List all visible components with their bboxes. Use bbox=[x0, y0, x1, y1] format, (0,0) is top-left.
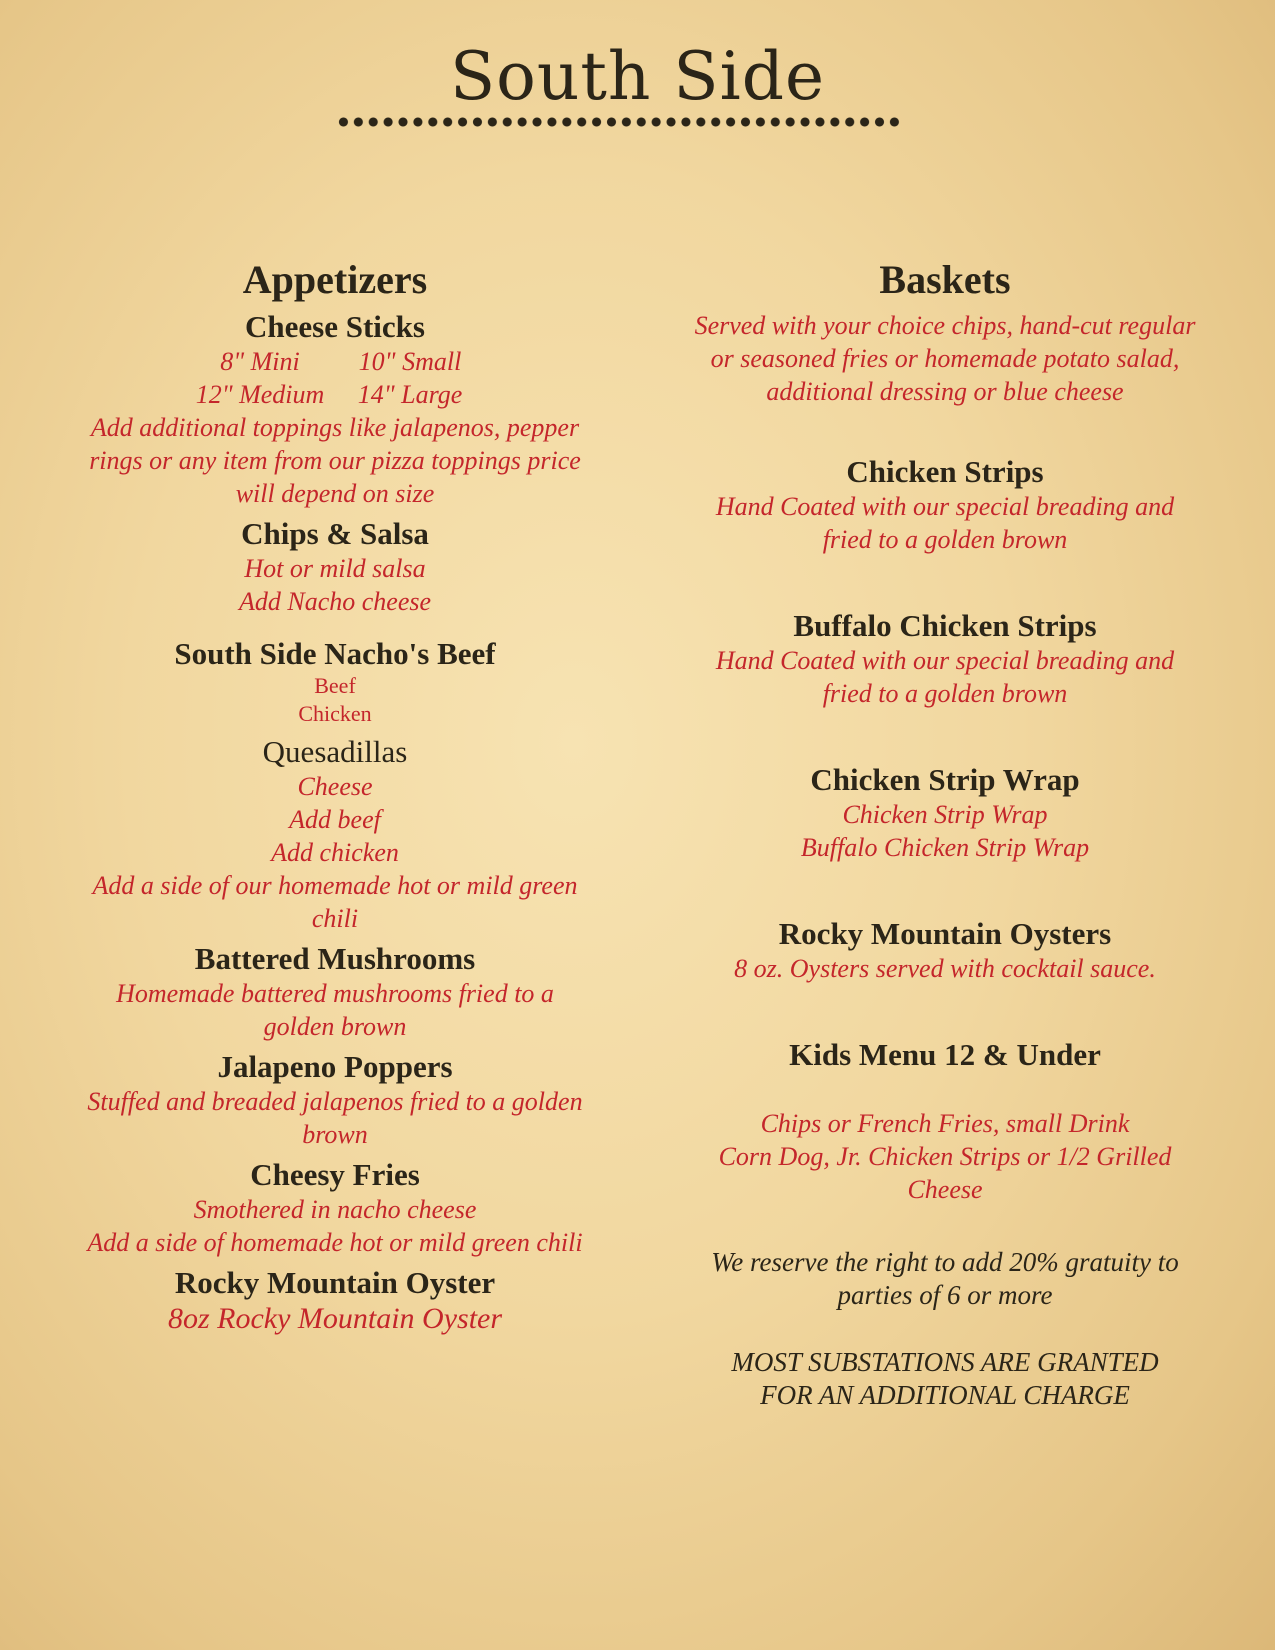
item-option: Hot or mild salsa bbox=[244, 554, 426, 583]
size-option: 12" Medium bbox=[195, 380, 325, 409]
menu-item-chicken-strips bbox=[660, 454, 1230, 556]
appetizers-column bbox=[50, 256, 620, 1343]
menu-item-rocky-mountain-oyster bbox=[50, 1265, 620, 1337]
item-description: fried to a golden brown bbox=[822, 525, 1068, 554]
baskets-intro: or seasoned fries or homemade potato salad, bbox=[710, 344, 1180, 373]
item-option: Cheese bbox=[297, 772, 373, 801]
item-description: Stuffed and breaded jalapenos fried to a golden bbox=[87, 1087, 583, 1116]
menu-item-nachos bbox=[50, 636, 620, 728]
item-option: Add beef bbox=[289, 805, 381, 834]
item-option: Buffalo Chicken Strip Wrap bbox=[800, 833, 1090, 862]
item-description: golden brown bbox=[263, 1012, 407, 1041]
item-option: Chicken bbox=[298, 701, 372, 726]
menu-item-buffalo-chicken-strips bbox=[660, 608, 1230, 710]
size-option: 10" Small bbox=[358, 347, 462, 376]
menu-item-kids-menu bbox=[660, 1037, 1230, 1206]
item-description: brown bbox=[302, 1120, 368, 1149]
item-option: Add chicken bbox=[271, 838, 399, 867]
baskets-intro: Served with your choice chips, hand-cut regular bbox=[694, 311, 1196, 340]
item-name: Cheese Sticks bbox=[245, 309, 425, 344]
item-description: 8oz Rocky Mountain Oyster bbox=[167, 1302, 503, 1335]
menu-item-jalapeno-poppers bbox=[50, 1049, 620, 1151]
item-name: Buffalo Chicken Strips bbox=[793, 608, 1097, 643]
item-option: Beef bbox=[314, 673, 356, 698]
item-name: Cheesy Fries bbox=[250, 1157, 420, 1192]
item-description: Chips or French Fries, small Drink bbox=[760, 1109, 1130, 1138]
item-description: Homemade battered mushrooms fried to a bbox=[116, 979, 554, 1008]
item-name: Chicken Strips bbox=[846, 454, 1044, 489]
menu-item-chips-salsa bbox=[50, 516, 620, 618]
baskets-column bbox=[660, 256, 1230, 1412]
item-description: fried to a golden brown bbox=[822, 679, 1068, 708]
item-description: Cheese bbox=[907, 1175, 983, 1204]
item-description: Hand Coated with our special breading and bbox=[715, 646, 1175, 675]
item-option: Chicken Strip Wrap bbox=[842, 800, 1048, 829]
size-row bbox=[50, 345, 620, 378]
item-description: Smothered in nacho cheese bbox=[193, 1195, 477, 1224]
item-description: Corn Dog, Jr. Chicken Strips or 1/2 Grilled bbox=[718, 1142, 1172, 1171]
item-name: South Side Nacho's Beef bbox=[174, 636, 496, 671]
item-description: rings or any item from our pizza toppings price bbox=[89, 446, 581, 475]
item-description: Hand Coated with our special breading and bbox=[715, 492, 1175, 521]
item-description: chili bbox=[311, 904, 359, 933]
item-description: Add a side of our homemade hot or mild green bbox=[92, 871, 578, 900]
item-name: Jalapeno Poppers bbox=[217, 1049, 453, 1084]
item-option: Add Nacho cheese bbox=[238, 587, 432, 616]
menu-item-cheesy-fries bbox=[50, 1157, 620, 1259]
menu-item-chicken-strip-wrap bbox=[660, 762, 1230, 864]
appetizers-heading: Appetizers bbox=[242, 257, 428, 302]
item-name: Kids Menu 12 & Under bbox=[789, 1037, 1101, 1072]
size-row bbox=[50, 378, 620, 411]
menu-item-quesadillas bbox=[50, 734, 620, 935]
item-name: Quesadillas bbox=[262, 734, 408, 769]
baskets-intro: additional dressing or blue cheese bbox=[766, 377, 1124, 406]
gratuity-note: We reserve the right to add 20% gratuity to bbox=[711, 1247, 1179, 1277]
item-description: Add a side of homemade hot or mild green chili bbox=[87, 1228, 583, 1257]
baskets-heading: Baskets bbox=[879, 257, 1011, 302]
menu-item-rocky-mountain-oysters bbox=[660, 916, 1230, 985]
size-option: 14" Large bbox=[357, 380, 463, 409]
item-description: Add additional toppings like jalapenos, pepper bbox=[90, 413, 580, 442]
menu-item-battered-mushrooms bbox=[50, 941, 620, 1043]
substitutions-note: FOR AN ADDITIONAL CHARGE bbox=[760, 1380, 1130, 1410]
item-name: Battered Mushrooms bbox=[194, 941, 476, 976]
dotted-divider bbox=[336, 116, 902, 128]
substitutions-note: MOST SUBSTATIONS ARE GRANTED bbox=[731, 1347, 1159, 1377]
item-description: 8 oz. Oysters served with cocktail sauce. bbox=[734, 954, 1156, 983]
item-name: Chips & Salsa bbox=[241, 516, 429, 551]
gratuity-note: parties of 6 or more bbox=[837, 1280, 1053, 1310]
item-description: will depend on size bbox=[235, 479, 435, 508]
item-name: Rocky Mountain Oyster bbox=[174, 1265, 496, 1300]
size-option: 8" Mini bbox=[220, 347, 300, 376]
item-name: Rocky Mountain Oysters bbox=[778, 916, 1112, 951]
menu-item-cheese-sticks bbox=[50, 309, 620, 510]
item-name: Chicken Strip Wrap bbox=[810, 762, 1080, 797]
page-title: South Side bbox=[449, 38, 826, 115]
